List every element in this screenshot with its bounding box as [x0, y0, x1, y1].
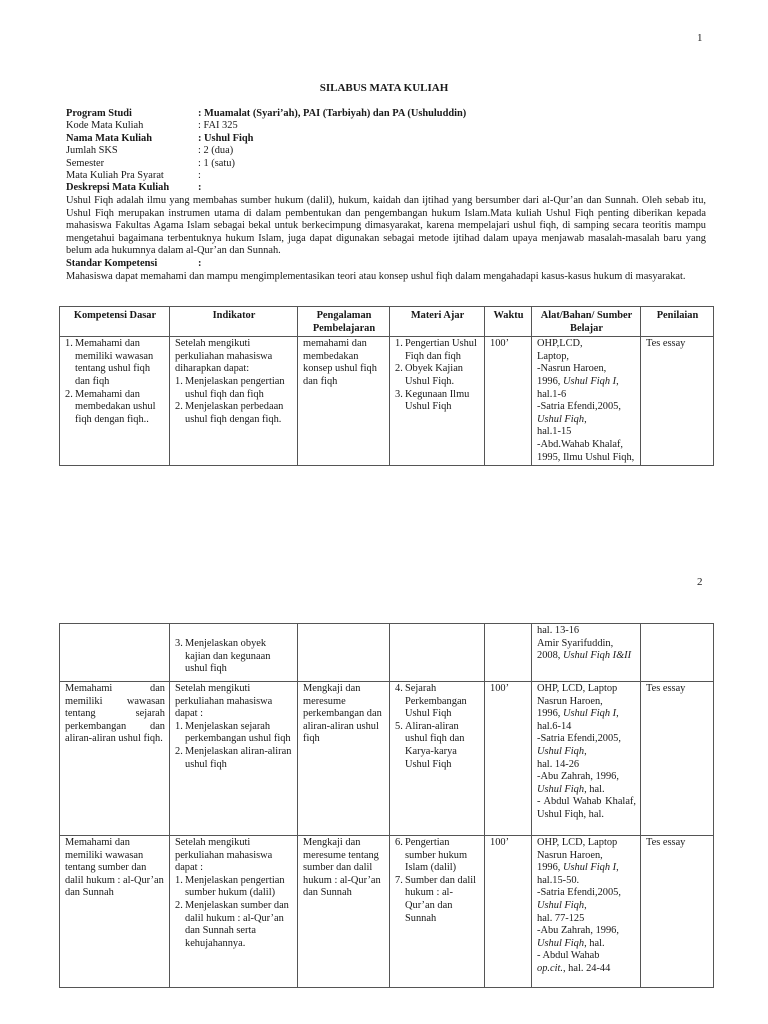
cell-materi — [390, 624, 485, 682]
source-line: -Nasrun Haroen, — [537, 363, 607, 375]
list-item: 6. Pengertian sumber hukum Islam (dalil) — [395, 837, 468, 874]
list-item: 1. Menjelaskan sejarah perkembangan ushul fiqh — [175, 720, 291, 745]
source-line: Ushul Fiqh, hal. — [537, 937, 605, 949]
source-line: - Abdul Wahab Khalaf, Ushul Fiqh, hal. — [537, 796, 636, 820]
numbered-list — [395, 837, 480, 925]
cell-indikator — [170, 337, 298, 466]
course-info-value: : Ushul Fiqh — [198, 132, 254, 144]
course-info-value: : FAI 325 — [198, 120, 238, 132]
source-line: Ushul Fiqh, — [537, 745, 587, 757]
standard-label: Standar Kompetensi — [66, 257, 158, 269]
source-line: op.cit., hal. 24-44 — [537, 962, 611, 974]
source-line: Ushul Fiqh, — [537, 413, 587, 425]
numbered-list — [65, 338, 165, 426]
list-item: 1. Menjelaskan pengertian sumber hukum (dalil) — [175, 874, 285, 899]
course-info-label: Nama Mata Kuliah — [66, 132, 153, 144]
indikator-intro: Setelah mengikuti perkuliahan mahasiswa diharapkan dapat: — [175, 338, 273, 375]
source-line: Laptop, — [537, 350, 570, 362]
source-line: -Abu Zahrah, 1996, — [537, 771, 619, 783]
course-info-value: : — [198, 169, 201, 181]
list-item: 3. Menjelaskan obyek kajian dan kegunaan ushul fiqh — [175, 638, 271, 675]
description-heading — [66, 182, 706, 195]
cell-kompetensi: Memahami dan memiliki wawasan tentang sumber dan dalil hukum : al-Qur’an dan Sunnah — [60, 836, 170, 988]
course-info-value: : 2 (dua) — [198, 145, 234, 157]
cell-materi — [390, 836, 485, 988]
source-line: hal. 14-26 — [537, 758, 580, 770]
course-info-row — [66, 145, 706, 157]
indikator-intro: Setelah mengikuti perkuliahan mahasiswa dapat : — [175, 837, 273, 874]
course-info-row — [66, 120, 706, 132]
standard-text: Mahasiswa dapat memahami dan mampu mengimplementasikan teori atau konsep ushul fiqh dalam mengahadapi kasus-kasus hukum di masyarakat. — [66, 270, 686, 282]
list-item: 1. Pengertian Ushul Fiqh dan fiqh — [395, 338, 477, 362]
cell-sumber — [532, 836, 641, 988]
source-line: hal.6-14 — [537, 720, 572, 732]
source-line: Ushul Fiqh, hal. — [537, 783, 605, 795]
course-info-label: Program Studi — [66, 108, 132, 119]
numbered-list — [395, 338, 480, 414]
source-line: -Satria Efendi,2005, — [537, 887, 621, 899]
header-penilaian: Penilaian — [641, 307, 714, 337]
list-item: 7. Sumber dan dalil hukum : al-Qur’an dan Sunnah — [395, 874, 476, 924]
description-text: Ushul Fiqh adalah ilmu yang membahas sumber hukum (dalil), hukum, kaidah dan ijtihad yang bersumber dari al-Qur’an dan Sunnah. Oleh sebab itu, Ushul Fiqh merupakan instrumen utama di dalam pembentukan dan pengembangan hukum Islam.Mata kuliah Ushul Fiqh penting diberikan kepada mahasiswa Fakultas Agama Islam sebagai bekal untuk berkecimpung dimasyarakat, karena mempelajari ushul fiqh, di samping secara teoritis mampu mengetahui bagaimana terbentuknya hukum Islam, juga dapat digunakan sebagai metode ijtihad dalam upaya menjawab masalah-masalah baru yang belum ada hukumnya dalam al-Qur’an dan Sunnah. — [66, 194, 706, 257]
cell-waktu: 100’ — [485, 682, 532, 836]
course-info-label: Jumlah SKS — [66, 145, 118, 157]
cell-waktu: 100’ — [485, 337, 532, 466]
cell-penilaian: Tes essay — [641, 836, 714, 988]
source-line: OHP,LCD, — [537, 338, 583, 350]
course-info-label: Semester — [66, 157, 105, 169]
course-info-row — [66, 158, 706, 170]
course-info-row — [66, 133, 706, 145]
numbered-list — [175, 875, 293, 951]
header-pengalaman: Pengalaman Pembelajaran — [298, 307, 390, 337]
source-line: 1996, Ushul Fiqh I, — [537, 375, 619, 387]
source-line: -Satria Efendi,2005, — [537, 401, 621, 413]
list-item: 2. Memahami dan membedakan ushul fiqh dengan fiqh.. — [65, 388, 156, 425]
source-line: hal. 13-16 — [537, 625, 580, 636]
cell-materi — [390, 337, 485, 466]
source-line: hal.15-50. — [537, 874, 580, 886]
header-kompetensi: Kompetensi Dasar — [60, 307, 170, 337]
source-line: -Satria Efendi,2005, — [537, 733, 621, 745]
header-sumber: Alat/Bahan/ Sumber Belajar — [532, 307, 641, 337]
source-line: Amir Syarifuddin, — [537, 637, 614, 649]
course-info-row — [66, 108, 706, 120]
cell-pengalaman — [298, 624, 390, 682]
table-row — [60, 682, 714, 836]
cell-kompetensi — [60, 624, 170, 682]
cell-penilaian — [641, 624, 714, 682]
cell-sumber — [532, 682, 641, 836]
cell-kompetensi — [60, 337, 170, 466]
source-line: 2008, Ushul Fiqh I&II — [537, 650, 632, 662]
table-row — [60, 836, 714, 988]
course-info-row — [66, 170, 706, 182]
header-materi: Materi Ajar — [390, 307, 485, 337]
standard-colon: : — [198, 257, 202, 269]
list-item: 4. Sejarah Perkembangan Ushul Fiqh — [395, 683, 467, 720]
table-row-continuation — [60, 624, 714, 682]
table-header-row — [60, 307, 714, 337]
source-line: 1996, Ushul Fiqh I, — [537, 708, 619, 720]
source-line: OHP, LCD, Laptop — [537, 837, 618, 848]
course-info-value: : Muamalat (Syari’ah), PAI (Tarbiyah) dan PA (Ushuluddin) — [198, 108, 467, 119]
cell-materi — [390, 682, 485, 836]
cell-pengalaman: Mengkaji dan meresume tentang sumber dan dalil hukum : al-Qur’an dan Sunnah — [298, 836, 390, 988]
cell-kompetensi: Memahami dan memiliki wawasan tentang sejarah perkembangan dan aliran-aliran ushul fiqh. — [60, 682, 170, 836]
cell-indikator — [170, 836, 298, 988]
source-line: hal.1-6 — [537, 388, 567, 400]
course-info-value: : 1 (satu) — [198, 157, 235, 169]
description-label: Deskrepsi Mata Kuliah — [66, 182, 170, 194]
numbered-list — [175, 638, 293, 676]
cell-waktu — [485, 624, 532, 682]
source-line: Nasrun Haroen, — [537, 695, 603, 707]
cell-indikator — [170, 682, 298, 836]
document-title: SILABUS MATA KULIAH — [319, 82, 449, 94]
numbered-list — [395, 683, 480, 771]
list-item: 2. Obyek Kajian Ushul Fiqh. — [395, 363, 463, 387]
source-line: hal. 77-125 — [537, 912, 585, 924]
source-line: hal.1-15 — [537, 426, 572, 438]
standard-heading — [66, 258, 706, 271]
numbered-list — [175, 376, 293, 426]
header-waktu: Waktu — [485, 307, 532, 337]
list-item: 1. Menjelaskan pengertian ushul fiqh dan fiqh — [175, 375, 285, 400]
cell-sumber — [532, 624, 641, 682]
numbered-list — [175, 721, 293, 771]
cell-pengalaman: memahami dan membedakan konsep ushul fiqh dan fiqh — [298, 337, 390, 466]
header-indikator: Indikator — [170, 307, 298, 337]
indikator-intro: Setelah mengikuti perkuliahan mahasiswa dapat : — [175, 683, 273, 720]
course-info-label: Kode Mata Kuliah — [66, 120, 144, 132]
list-item: 5. Aliran-aliran ushul fiqh dan Karya-karya Ushul Fiqh — [395, 720, 465, 770]
source-line: Nasrun Haroen, — [537, 849, 603, 861]
list-item: 2. Menjelaskan sumber dan dalil hukum : al-Qur’an dan Sunnah serta kehujahannya. — [175, 899, 289, 949]
cell-penilaian: Tes essay — [641, 337, 714, 466]
source-line: OHP, LCD, Laptop — [537, 683, 618, 694]
cell-pengalaman: Mengkaji dan meresume perkembangan dan aliran-aliran ushul fiqh — [298, 682, 390, 836]
table-row — [60, 337, 714, 466]
syllabus-table-page1 — [59, 306, 714, 466]
cell-waktu: 100’ — [485, 836, 532, 988]
cell-indikator — [170, 624, 298, 682]
list-item: 3. Kegunaan Ilmu Ushul Fiqh — [395, 388, 470, 413]
list-item: 2. Menjelaskan perbedaan ushul fiqh dengan fiqh. — [175, 401, 284, 425]
cell-sumber — [532, 337, 641, 466]
source-line: 1996, Ushul Fiqh I, — [537, 862, 619, 874]
syllabus-table-page2 — [59, 623, 714, 988]
list-item: 2. Menjelaskan aliran-aliran ushul fiqh — [175, 745, 292, 770]
course-info — [66, 108, 706, 283]
source-line: 1995, Ilmu Ushul Fiqh, — [537, 451, 635, 463]
source-line: -Abd.Wahab Khalaf, — [537, 438, 624, 450]
list-item: 1. Memahami dan memiliki wawasan tentang ushul fiqh dan fiqh — [65, 338, 154, 387]
source-line: -Abu Zahrah, 1996, — [537, 925, 619, 937]
cell-penilaian: Tes essay — [641, 682, 714, 836]
page-number: 1 — [697, 32, 703, 44]
course-info-label: Mata Kuliah Pra Syarat — [66, 169, 164, 181]
source-line: Ushul Fiqh, — [537, 899, 587, 911]
source-line: - Abdul Wahab — [537, 950, 600, 962]
description-colon: : — [198, 182, 202, 194]
page-number: 2 — [697, 576, 703, 588]
